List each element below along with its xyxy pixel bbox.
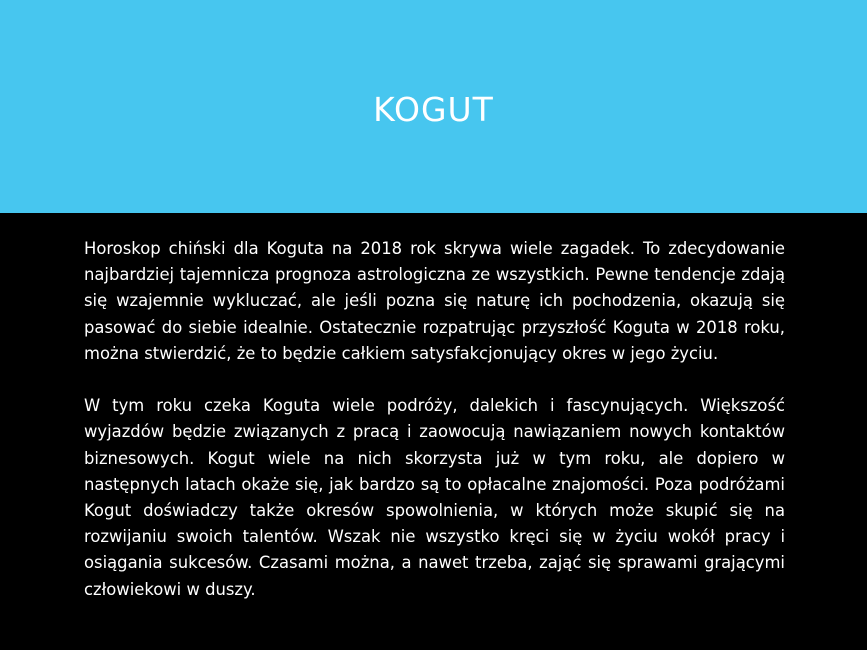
body-paragraph-2: W tym roku czeka Koguta wiele podróży, dalekich i fascynujących. Większość wyjazdów będzie związanych z pracą i zaowocują nawiązaniem nowych kontaktów biznesowych. Kogut wiele na nich skorzysta już w tym roku, ale dopiero w następnych latach okaże się, jak bardzo są to opłacalne znajomości. Poza podróżami Kogut doświadczy także okresów spowolnienia, w których może skupić się na rozwijaniu swoich talentów. Wszak nie wszystko kręci się w życiu wokół pracy i osiągania sukcesów. Czasami można, a nawet trzeba, zająć się sprawami grającymi człowiekowi w duszy. [84,396,785,599]
body-paragraph-1: Horoskop chiński dla Koguta na 2018 rok skrywa wiele zagadek. To zdecydowanie najbardziej tajemnicza prognoza astrologiczna ze wszystkich. Pewne tendencje zdają się wzajemnie wykluczać, ale jeśli pozna się naturę ich pochodzenia, okazują się pasować do siebie idealnie. Ostatecznie rozpatrując przyszłość Koguta w 2018 roku, można stwierdzić, że to będzie całkiem satysfakcjonujący okres w jego życiu. [84,239,785,363]
slide-body [84,236,785,603]
title-banner [0,0,867,213]
slide-title: KOGUT [373,90,494,129]
